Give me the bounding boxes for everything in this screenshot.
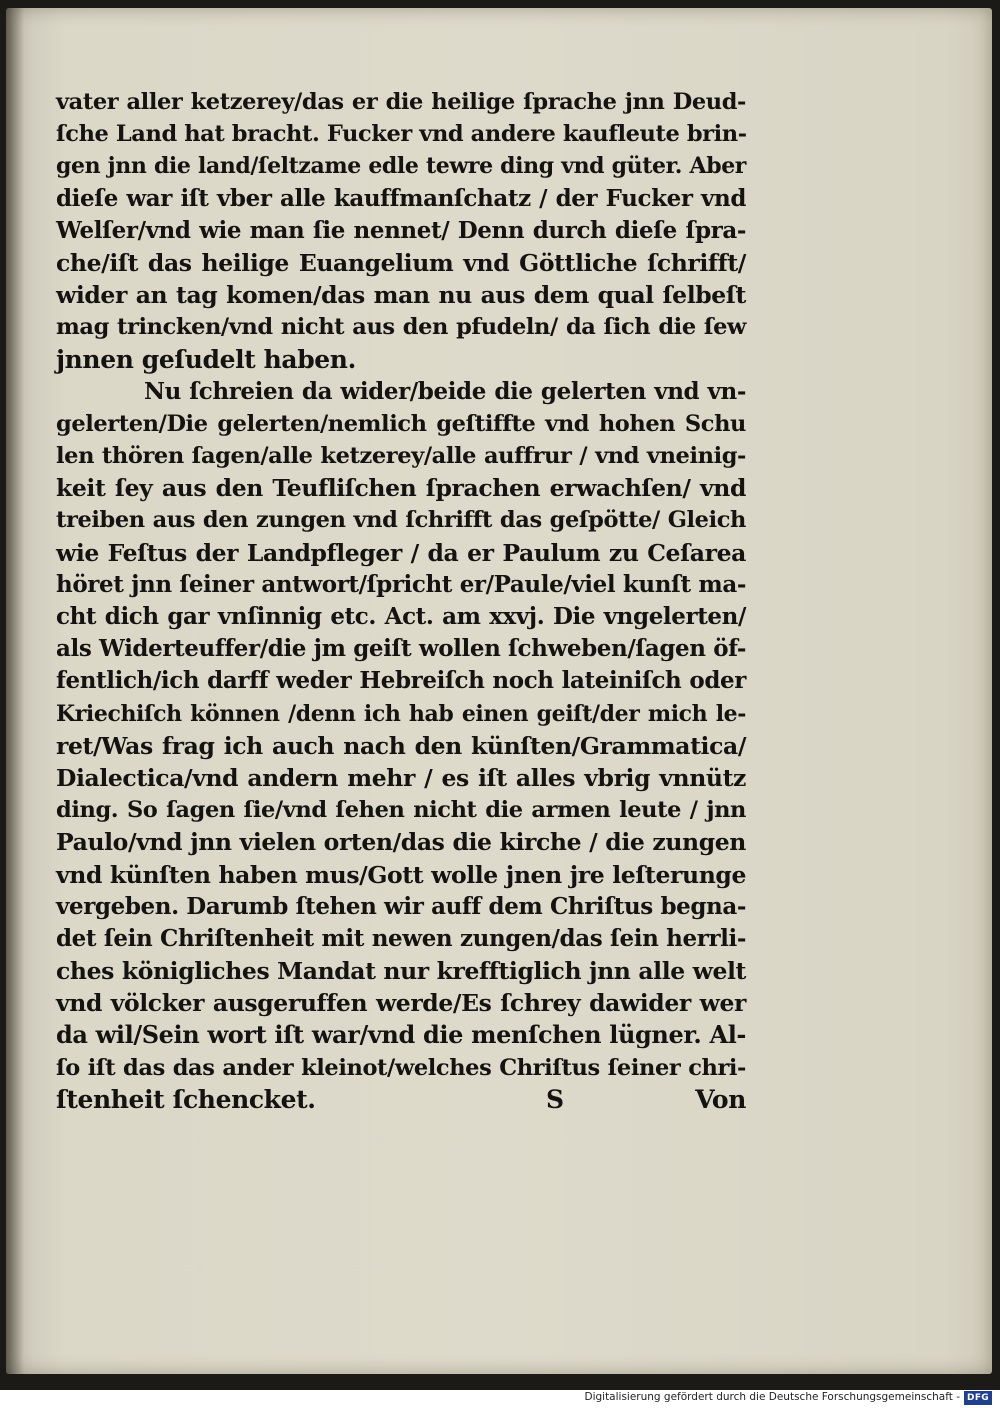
text-line: cht dich gar vnſinnig etc. Act. am xxvj. Die vngelerten/ (56, 603, 746, 630)
text-line: mag trincken/vnd nicht aus den pfudeln/ da ſich die ſew (56, 314, 746, 341)
text-line: Welſer/vnd wie man ſie nennet/ Denn durch dieſe ſpra- (56, 216, 746, 244)
text-line: vnd völcker ausgeruffen werde/Es ſchrey dawider wer (56, 989, 746, 1018)
text-line: keit ſey aus den Teufliſchen ſprachen erwachſen/ vnd (56, 474, 746, 503)
text-line: vnd künſten haben mus/Gott wolle jnen jre leſterunge (56, 860, 746, 889)
last-text-line: ſtenheit ſchencket. (56, 1084, 316, 1114)
dfg-logo[interactable]: DFG (964, 1391, 992, 1405)
text-line: wie Feſtus der Landpfleger / da er Paulum zu Ceſarea (56, 538, 746, 567)
text-line: dieſe war iſt vber alle kauffmanſchatz / der Fucker vnd (56, 184, 746, 212)
text-line: fentlich/ich darff weder Hebreiſch noch lateiniſch oder (56, 667, 746, 695)
text-line: treiben aus den zungen vnd ſchrifft das geſpötte/ Gleich (56, 507, 746, 534)
text-line: jnnen geſudelt haben. (56, 344, 356, 374)
text-line: ſche Land hat bracht. Fucker vnd andere kaufleute brin- (56, 121, 747, 148)
text-line: da wil/Sein wort iſt war/vnd die menſchen lügner. Al- (56, 1020, 746, 1050)
text-line: als Widerteuffer/die jm geiſt wollen ſchweben/ſagen öf- (56, 635, 746, 663)
paragraph-start-line: Nu ſchreien da wider/beide die gelerten vnd vn- (144, 377, 746, 405)
text-line: gelerten/Die gelerten/nemlich geſtiffte vnd hohen Schu (56, 410, 746, 437)
text-line: ding. So ſagen ſie/vnd ſehen nicht die armen leute / jnn (56, 797, 746, 824)
text-line: höret jnn ſeiner antwort/ſpricht er/Paule/viel kunſt ma- (56, 570, 746, 598)
page-gutter-shadow (6, 8, 24, 1374)
last-line-row (56, 1084, 746, 1116)
text-line: len thören ſagen/alle ketzerey/alle auffrur / vnd vneinig- (56, 443, 746, 470)
text-line: wider an tag komen/das man nu aus dem qual ſelbeſt (56, 281, 746, 310)
text-line: ches königliches Mandat nur krefftiglich jnn alle welt (56, 957, 746, 986)
text-line: che/iſt das heilige Euangelium vnd Göttliche ſchrifft/ (56, 248, 746, 277)
text-line: Dialectica/vnd andern mehr / es iſt alles vbrig vnnütz (56, 763, 746, 792)
text-line: Kriechiſch können /denn ich hab einen geiſt/der mich le- (56, 700, 746, 727)
text-line: det ſein Chriſtenheit mit newen zungen/das ſein herrli- (56, 924, 746, 952)
text-line: ret/Was frag ich auch nach den künſten/Grammatica/ (56, 731, 746, 760)
text-line: vater aller ketzerey/das er die heilige ſprache jnn Deud- (56, 89, 746, 115)
catchword: Von (695, 1084, 746, 1114)
text-line: ſo iſt das das ander kleinot/welches Chriſtus ſeiner chri- (56, 1054, 746, 1081)
digitization-credit: Digitalisierung gefördert durch die Deutsche Forschungsgemeinschaft - (584, 1391, 960, 1403)
text-line: Paulo/vnd jnn vielen orten/das die kirche / die zungen (56, 828, 746, 857)
page-text-block (56, 86, 746, 1116)
text-line: gen jnn die land/ſeltzame edle tewre ding vnd güter. Aber (56, 153, 746, 180)
text-line: vergeben. Darumb ſtehen wir auff dem Chriſtus begna- (56, 892, 747, 920)
signature-mark: S (546, 1084, 564, 1114)
